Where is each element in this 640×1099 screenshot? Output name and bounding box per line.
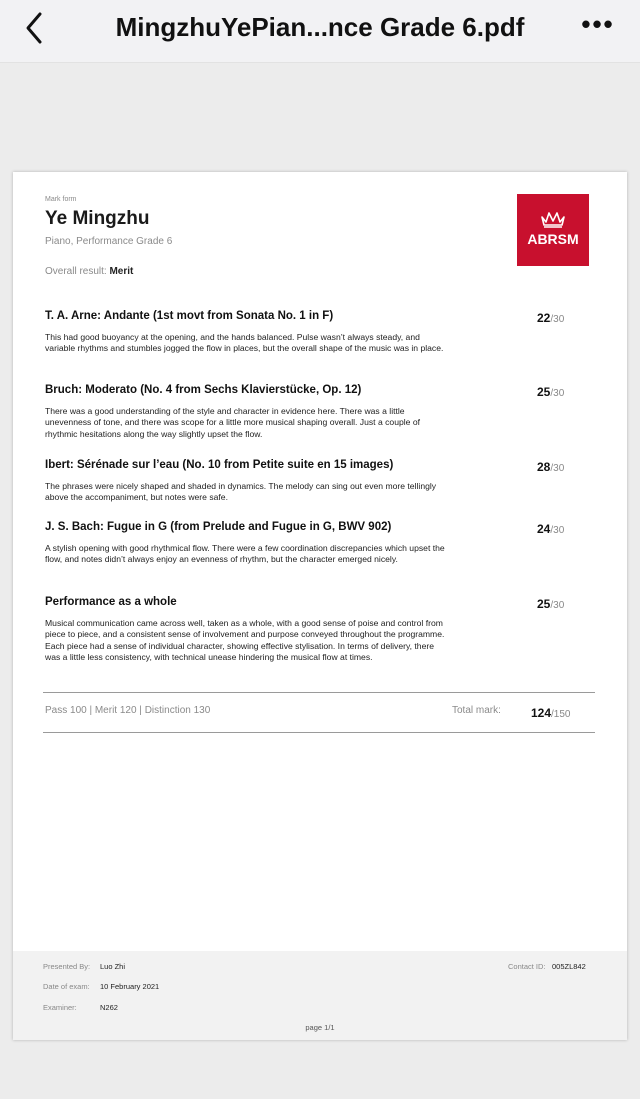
- piece-title: Bruch: Moderato (No. 4 from Sechs Klavierstücke, Op. 12): [45, 384, 362, 396]
- top-bar: [0, 0, 640, 63]
- pdf-page: [13, 172, 627, 1040]
- piece-score: [537, 385, 564, 399]
- ellipsis-icon[interactable]: •••: [581, 9, 615, 39]
- total-score: 124: [531, 706, 552, 720]
- document-title: MingzhuYePian...nce Grade 6.pdf: [115, 12, 525, 42]
- piece-title: T. A. Arne: Andante (1st movt from Sonata No. 1 in F): [45, 310, 334, 322]
- candidate-name: Ye Mingzhu: [45, 208, 150, 229]
- divider: [43, 732, 595, 733]
- presented-by-value: Luo Zhi: [100, 962, 126, 971]
- piece-comment: Musical communication came across well, taken as a whole, with a good sense of poise and control from piece to piece, and a consistent sense of involvement and purpose conveyed throughout the programme. Each piece had a sense of individual character, showing effective stylisation. In terms of delivery, there was a little less consistency, with technical unease hindering the musical flow at times.: [45, 618, 445, 662]
- piece-title: Performance as a whole: [45, 596, 177, 608]
- piece-score: [537, 460, 564, 474]
- overall-value: Merit: [109, 266, 134, 277]
- contact-id-value: 005ZL842: [552, 962, 586, 971]
- score-max: /30: [550, 314, 565, 325]
- piece-comment: A stylish opening with good rhythmical flow. There were a few coordination discrepancies which upset the flow, and notes didn’t always enjoy an evenness of rhythm, but the character emerged nicely.: [45, 543, 445, 565]
- score-value: 28: [537, 460, 551, 474]
- score-value: 25: [537, 385, 551, 399]
- contact-id-label: Contact ID:: [508, 962, 546, 971]
- subject: Piano, Performance Grade 6: [45, 236, 173, 247]
- examiner-label: Examiner:: [43, 1003, 77, 1012]
- score-max: /30: [550, 600, 565, 611]
- grade-thresholds: Pass 100 | Merit 120 | Distinction 130: [45, 705, 211, 716]
- score-value: 25: [537, 597, 551, 611]
- presented-by-label: Presented By:: [43, 962, 91, 971]
- piece-title: J. S. Bach: Fugue in G (from Prelude and Fugue in G, BWV 902): [45, 521, 392, 533]
- abrsm-logo: [517, 194, 589, 266]
- score-value: 22: [537, 311, 551, 325]
- piece-comment: The phrases were nicely shaped and shaded in dynamics. The melody can sing out even more tellingly above the accompaniment, but notes were safe.: [45, 481, 437, 503]
- exam-date-label: Date of exam:: [43, 982, 90, 991]
- score-max: /30: [550, 463, 565, 474]
- piece-score: [537, 597, 564, 611]
- piece-score: [537, 311, 564, 325]
- piece-title: Ibert: Sérénade sur l’eau (No. 10 from Petite suite en 15 images): [45, 459, 394, 471]
- divider: [43, 692, 595, 693]
- form-label: Mark form: [45, 196, 77, 203]
- page-footer: [13, 951, 627, 1040]
- score-max: /30: [550, 525, 565, 536]
- page-number: page 1/1: [305, 1023, 335, 1032]
- piece-score: [537, 522, 564, 536]
- score-max: /30: [550, 388, 565, 399]
- logo-text: ABRSM: [527, 231, 579, 247]
- total-label: Total mark:: [452, 705, 501, 716]
- piece-comment: There was a good understanding of the style and character in evidence here. There was a little unevenness of tone, and there was scope for a little more musical shaping overall. Just a couple of rhythmic hesitations along the way slightly upset the flow.: [45, 406, 420, 439]
- crown-icon: [540, 208, 566, 228]
- score-value: 24: [537, 522, 551, 536]
- chevron-left-icon[interactable]: [18, 10, 54, 46]
- overall-label: Overall result:: [45, 266, 107, 277]
- total-max: /150: [551, 709, 571, 720]
- overall-result: [45, 266, 133, 277]
- piece-comment: This had good buoyancy at the opening, and the hands balanced. Pulse wasn’t always steady, and variable rhythms and stumbles jogged the flow in places, but the overall shape of the music was in place.: [45, 332, 444, 354]
- total-mark: [531, 706, 571, 720]
- examiner-value: N262: [100, 1003, 118, 1012]
- exam-date-value: 10 February 2021: [100, 982, 160, 991]
